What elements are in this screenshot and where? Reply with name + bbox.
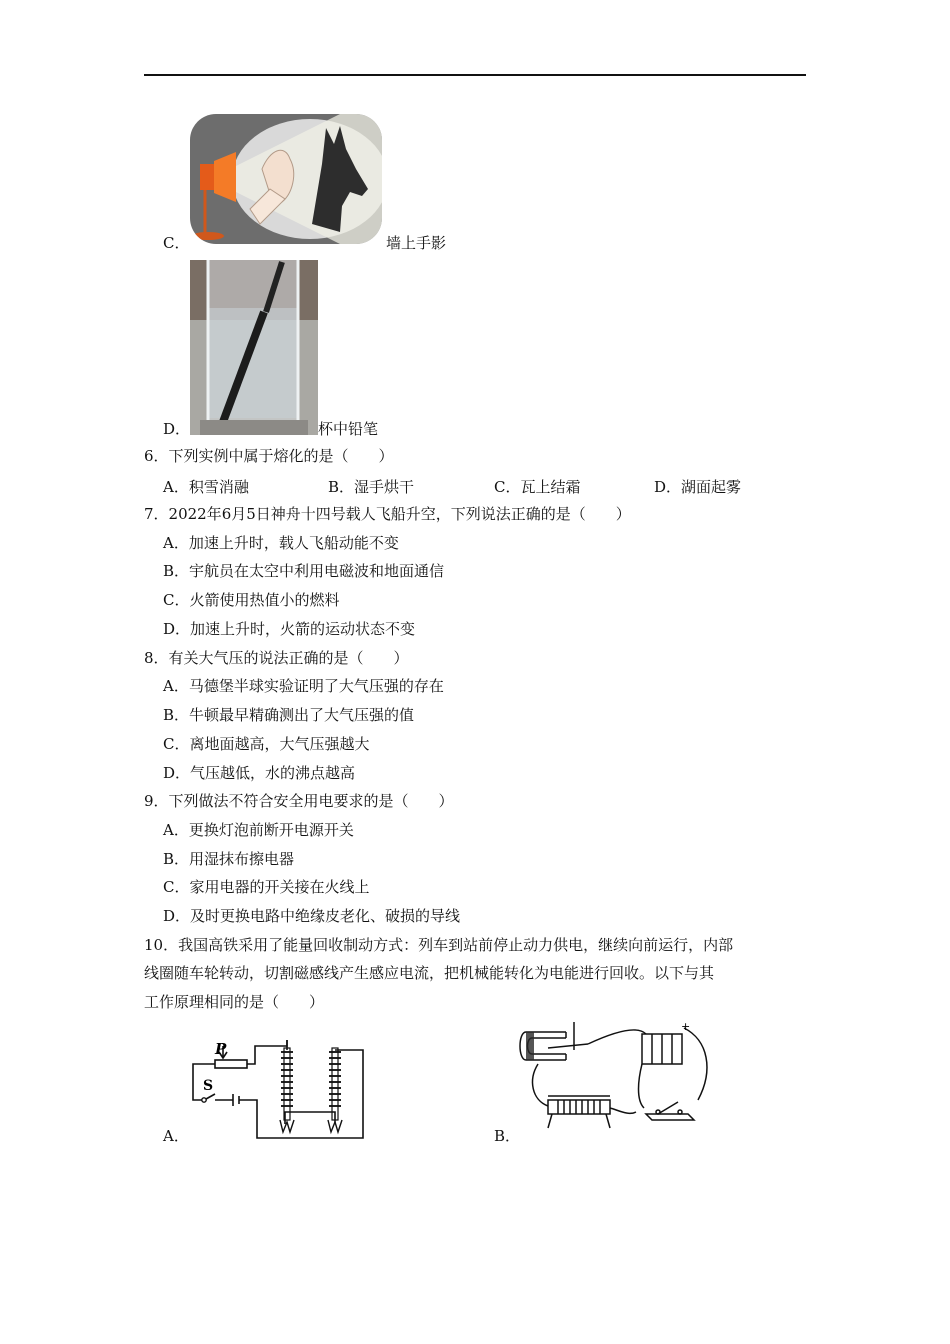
q6-option-d: D．湖面起雾 [654,478,742,496]
rheostat-label: P [215,1040,227,1058]
q8-option-d: D．气压越低，水的沸点越高 [163,764,356,782]
question-7-stem: 7．2022年6月5日神舟十四号载人飞船升空，下列说法正确的是（ ） [144,505,631,523]
q9-option-b: B．用湿抹布擦电器 [163,850,295,868]
q6-option-b: B．湿手烘干 [328,478,415,496]
question-10-stem-line-3: 工作原理相同的是（ ） [144,993,325,1011]
q7-option-c: C．火箭使用热值小的燃料 [163,591,340,609]
option-c-label: C． [163,234,190,252]
q7-option-d: D．加速上升时，火箭的运动状态不变 [163,620,416,638]
option-d-label: D． [163,420,191,438]
q6-option-a: A．积雪消融 [163,478,249,496]
q8-option-b: B．牛顿最早精确测出了大气压强的值 [163,706,415,724]
option-d-caption: 杯中铅笔 [318,420,379,438]
q7-option-b: B．宇航员在太空中利用电磁波和地面通信 [163,562,445,580]
header-rule [144,74,806,76]
q9-option-c: C．家用电器的开关接在火线上 [163,878,370,896]
q10-option-a-label: A． [163,1127,189,1145]
question-9-stem: 9．下列做法不符合安全用电要求的是（ ） [144,792,454,810]
option-c-caption: 墙上手影 [386,234,447,252]
q7-option-a: A．加速上升时，载人飞船动能不变 [163,534,399,552]
electromagnetic-induction-apparatus [518,1020,718,1136]
q9-option-a: A．更换灯泡前断开电源开关 [163,821,354,839]
electromagnet-circuit-diagram [185,1038,365,1142]
battery-positive-label: + [681,1020,691,1033]
q9-option-d: D．及时更换电路中绝缘皮老化、破损的导线 [163,907,461,925]
switch-label: S [203,1078,214,1094]
q10-option-b-label: B． [494,1127,521,1145]
question-10-stem-line-2: 线圈随车轮转动，切割磁感线产生感应电流，把机械能转化为电能进行回收。以下与其 [144,964,715,982]
hand-shadow-image [190,114,382,244]
q6-option-c: C．瓦上结霜 [494,478,581,496]
question-6-stem: 6．下列实例中属于熔化的是（ ） [144,447,394,465]
q8-option-c: C．离地面越高，大气压强越大 [163,735,370,753]
question-10-stem-line-1: 10．我国高铁采用了能量回收制动方式：列车到站前停止动力供电，继续向前运行，内部 [144,936,734,954]
pencil-in-cup-image [190,260,318,435]
q8-option-a: A．马德堡半球实验证明了大气压强的存在 [163,677,444,695]
question-8-stem: 8．有关大气压的说法正确的是（ ） [144,649,409,667]
